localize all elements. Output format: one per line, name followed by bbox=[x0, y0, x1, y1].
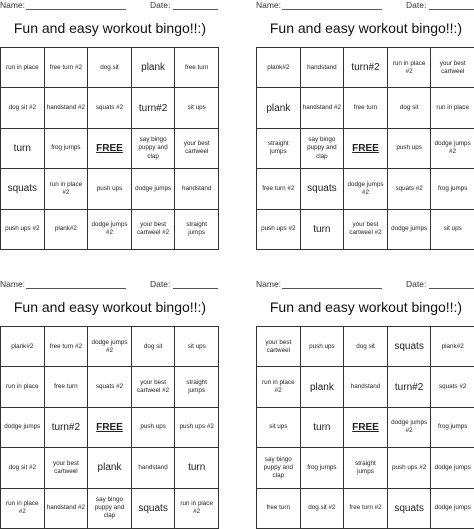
bingo-cell: run in place #2 bbox=[257, 367, 301, 407]
bingo-cell: free turn #2 bbox=[45, 48, 89, 88]
card-title: Fun and easy workout bingo!!:) bbox=[269, 20, 463, 36]
name-label: Name: bbox=[0, 0, 26, 10]
bingo-cell: turn#2 bbox=[132, 88, 176, 128]
bingo-cell: handstand #2 bbox=[45, 88, 89, 128]
bingo-cell: frog jumps bbox=[301, 448, 345, 488]
bingo-cell: your best cartweel bbox=[175, 129, 219, 169]
bingo-cell: dodge jumps #2 bbox=[431, 129, 474, 169]
bingo-cell: squats bbox=[132, 489, 176, 529]
bingo-cell: free turn bbox=[257, 489, 301, 529]
bingo-cell: dodge jumps bbox=[431, 489, 474, 529]
bingo-cell: your best cartweel bbox=[45, 448, 89, 488]
free-cell: FREE bbox=[344, 129, 388, 169]
bingo-cell: plank bbox=[132, 48, 176, 88]
date-label: Date: bbox=[406, 279, 427, 289]
bingo-cell: run in place #2 bbox=[1, 489, 45, 529]
bingo-grid bbox=[0, 326, 219, 529]
bingo-cell: straight jumps bbox=[344, 448, 388, 488]
bingo-cell: straight jumps bbox=[175, 367, 219, 407]
date-label: Date: bbox=[150, 279, 171, 289]
name-label: Name: bbox=[256, 279, 282, 289]
bingo-cell: turn bbox=[175, 448, 219, 488]
bingo-cell: dog sit bbox=[132, 327, 176, 367]
bingo-cell: dog sit #2 bbox=[301, 489, 345, 529]
bingo-cell: straight jumps bbox=[175, 210, 219, 250]
bingo-cell: plank bbox=[301, 367, 345, 407]
bingo-cell: free turn #2 bbox=[257, 169, 301, 209]
bingo-cell: run in place bbox=[431, 88, 474, 128]
bingo-cell: dodge jumps #2 bbox=[88, 327, 132, 367]
bingo-cell: free turn bbox=[175, 48, 219, 88]
card-title: Fun and easy workout bingo!!:) bbox=[13, 299, 207, 315]
bingo-cell: frog jumps bbox=[431, 169, 474, 209]
bingo-cell: handstand bbox=[344, 367, 388, 407]
bingo-cell: squats bbox=[301, 169, 345, 209]
bingo-cell: turn bbox=[301, 210, 345, 250]
bingo-cell: sit ups bbox=[175, 327, 219, 367]
bingo-cell: sit ups bbox=[175, 88, 219, 128]
bingo-cell: free turn bbox=[45, 367, 89, 407]
bingo-cell: push ups bbox=[132, 408, 176, 448]
bingo-cell: squats bbox=[1, 169, 45, 209]
bingo-cell: sit ups bbox=[431, 210, 474, 250]
bingo-cell: plank#2 bbox=[1, 327, 45, 367]
bingo-grid bbox=[256, 47, 474, 250]
date-line bbox=[429, 288, 474, 289]
bingo-cell: handstand bbox=[132, 448, 176, 488]
date-label: Date: bbox=[150, 0, 171, 10]
bingo-card-1 bbox=[0, 0, 220, 250]
free-cell: FREE bbox=[88, 408, 132, 448]
bingo-cell: push ups #2 bbox=[1, 210, 45, 250]
name-line bbox=[282, 9, 382, 10]
bingo-cell: plank#2 bbox=[257, 48, 301, 88]
date-line bbox=[173, 288, 218, 289]
bingo-cell: dodge jumps bbox=[132, 169, 176, 209]
bingo-cell: free turn bbox=[344, 88, 388, 128]
bingo-cell: frog jumps bbox=[45, 129, 89, 169]
bingo-cell: squats bbox=[388, 327, 432, 367]
bingo-cell: dog sit bbox=[88, 48, 132, 88]
bingo-cell: turn#2 bbox=[344, 48, 388, 88]
bingo-cell: run in place #2 bbox=[388, 48, 432, 88]
card-header bbox=[256, 279, 474, 289]
bingo-cell: your best cartweel #2 bbox=[344, 210, 388, 250]
bingo-cell: turn#2 bbox=[388, 367, 432, 407]
bingo-cell: plank#2 bbox=[431, 327, 474, 367]
bingo-cell: run in place bbox=[1, 48, 45, 88]
name-line bbox=[26, 288, 126, 289]
free-cell: FREE bbox=[344, 408, 388, 448]
bingo-cell: turn bbox=[301, 408, 345, 448]
bingo-cell: free turn #2 bbox=[344, 489, 388, 529]
bingo-cell: plank bbox=[257, 88, 301, 128]
bingo-cell: squats #2 bbox=[431, 367, 474, 407]
date-label: Date: bbox=[406, 0, 427, 10]
card-header bbox=[0, 0, 220, 10]
bingo-cell: straight jumps bbox=[257, 129, 301, 169]
bingo-cell: squats #2 bbox=[388, 169, 432, 209]
date-line bbox=[429, 9, 474, 10]
bingo-cell: run in place bbox=[1, 367, 45, 407]
card-header bbox=[0, 279, 220, 289]
bingo-cell: run in place #2 bbox=[175, 489, 219, 529]
free-cell: FREE bbox=[88, 129, 132, 169]
bingo-cell: your best cartweel #2 bbox=[132, 367, 176, 407]
bingo-cell: handstand bbox=[301, 48, 345, 88]
bingo-cell: turn bbox=[1, 129, 45, 169]
bingo-cell: squats #2 bbox=[88, 88, 132, 128]
date-line bbox=[173, 9, 218, 10]
bingo-cell: turn#2 bbox=[45, 408, 89, 448]
name-label: Name: bbox=[256, 0, 282, 10]
bingo-cell: dodge jumps #2 bbox=[388, 408, 432, 448]
bingo-cell: dodge jumps bbox=[1, 408, 45, 448]
bingo-cell: your best cartweel bbox=[431, 48, 474, 88]
bingo-cell: handstand #2 bbox=[301, 88, 345, 128]
bingo-cell: dog sit #2 bbox=[1, 88, 45, 128]
bingo-card-2 bbox=[256, 0, 474, 250]
bingo-cell: run in place #2 bbox=[45, 169, 89, 209]
bingo-cell: plank#2 bbox=[45, 210, 89, 250]
bingo-cell: free turn #2 bbox=[45, 327, 89, 367]
bingo-cell: push ups #2 bbox=[257, 210, 301, 250]
bingo-cell: dog sit bbox=[388, 88, 432, 128]
bingo-cell: your best cartweel #2 bbox=[132, 210, 176, 250]
name-line bbox=[26, 9, 126, 10]
bingo-cell: frog jumps bbox=[431, 408, 474, 448]
bingo-cell: say bingo puppy and clap bbox=[301, 129, 345, 169]
bingo-cell: push ups bbox=[301, 327, 345, 367]
bingo-cell: handstand #2 bbox=[45, 489, 89, 529]
bingo-cell: push ups bbox=[88, 169, 132, 209]
bingo-cell: say bingo puppy and clap bbox=[88, 489, 132, 529]
bingo-grid bbox=[256, 326, 474, 529]
bingo-cell: push ups #2 bbox=[388, 448, 432, 488]
bingo-cell: say bingo puppy and clap bbox=[257, 448, 301, 488]
card-title: Fun and easy workout bingo!!:) bbox=[13, 20, 207, 36]
bingo-cell: dog sit bbox=[344, 327, 388, 367]
bingo-cell: dog sit #2 bbox=[1, 448, 45, 488]
bingo-cell: dodge jumps #2 bbox=[344, 169, 388, 209]
bingo-cell: your best cartweel bbox=[257, 327, 301, 367]
bingo-cell: handstand bbox=[175, 169, 219, 209]
bingo-cell: squats bbox=[388, 489, 432, 529]
bingo-cell: sit ups bbox=[257, 408, 301, 448]
card-header bbox=[256, 0, 474, 10]
bingo-card-4 bbox=[256, 279, 474, 529]
name-label: Name: bbox=[0, 279, 26, 289]
bingo-cell: dodge jumps #2 bbox=[88, 210, 132, 250]
bingo-card-3 bbox=[0, 279, 220, 529]
bingo-grid bbox=[0, 47, 219, 250]
bingo-cell: push ups #2 bbox=[175, 408, 219, 448]
card-title: Fun and easy workout bingo!!:) bbox=[269, 299, 463, 315]
bingo-cell: squats #2 bbox=[88, 367, 132, 407]
bingo-cell: plank bbox=[88, 448, 132, 488]
bingo-cell: dodge jumps bbox=[388, 210, 432, 250]
bingo-cell: push ups bbox=[388, 129, 432, 169]
bingo-cell: dodge jumps bbox=[431, 448, 474, 488]
bingo-cell: say bingo puppy and clap bbox=[132, 129, 176, 169]
name-line bbox=[282, 288, 382, 289]
